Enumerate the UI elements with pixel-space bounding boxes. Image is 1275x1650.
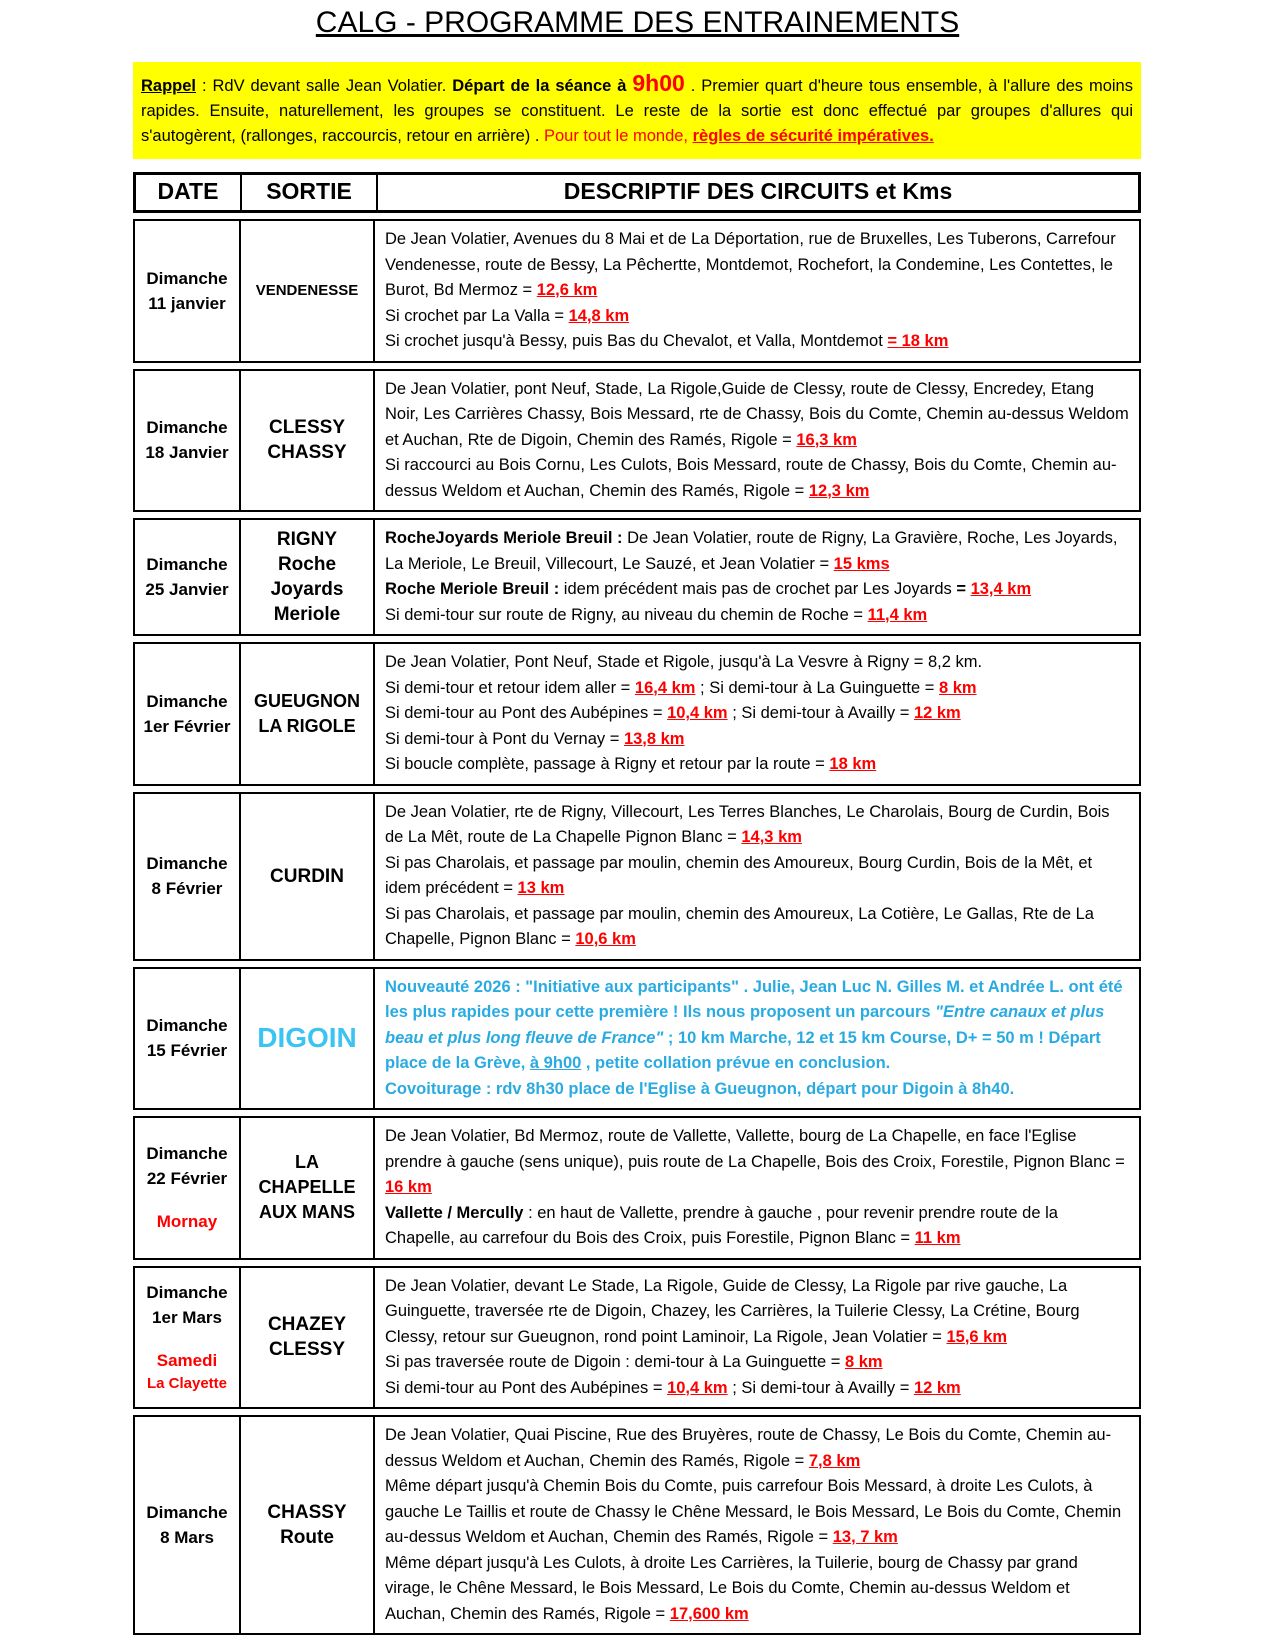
circuit-line [385, 800, 1129, 851]
circuit-text-segment: De Jean Volatier, pont Neuf, Stade, La Rigole,Guide de Clessy, route de Clessy, Encredey, Etang Noir, Les Carrières Chassy, Bois Messard, rte de Chassy, Bois du Comte, Chemin au-dessus Weldom et Auchan, Rte de Digoin, Chemin des Ramés, Rigole = [385, 379, 1129, 449]
date-line: 11 janvier [148, 293, 226, 313]
date-cell [135, 1417, 239, 1633]
notice-text-segment: 9h00 [632, 70, 685, 96]
circuit-text-segment: 11 km [914, 1229, 961, 1247]
circuit-line [385, 577, 1129, 603]
circuit-text-segment: Si demi-tour au Pont des Aubépines = [385, 1378, 668, 1397]
circuit-text-segment: Si demi-tour au Pont des Aubépines = [385, 704, 668, 722]
circuit-text-segment: 12,6 km [536, 281, 598, 299]
circuit-line [385, 453, 1129, 504]
sortie-cell [239, 794, 375, 959]
date-cell [135, 371, 239, 511]
circuit-text-segment: De Jean Volatier, devant Le Stade, La Rigole, Guide de Clessy, La Rigole par rive gauche, La Guinguette, traversée rte de Digoin, Chazey, les Carrières, la Tuilerie Clessy, La Crétine, Bourg Clessy, retour sur Gueugnon, rond point Laminoir, La Rigole, Jean Volatier = [385, 1276, 1080, 1346]
page-title: CALG - PROGRAMME DES ENTRAINEMENTS [315, 6, 960, 39]
circuit-description-cell [375, 644, 1139, 784]
circuit-line [385, 1201, 1129, 1252]
circuit-line [385, 1350, 1129, 1376]
circuit-text-segment: 10,6 km [575, 930, 636, 948]
circuit-description-cell [375, 520, 1139, 634]
circuit-text-segment: Si demi-tour à Pont du Vernay = [385, 729, 624, 748]
table-row [133, 1415, 1141, 1635]
circuit-description-cell [375, 371, 1139, 511]
circuit-text-segment: 16,3 km [796, 430, 857, 449]
circuit-text-segment: 13, 7 km [832, 1528, 898, 1546]
circuit-line [385, 650, 1129, 676]
date-line: Dimanche [146, 1016, 228, 1036]
sortie-line: CLESSY [268, 1339, 346, 1361]
circuit-text-segment: Vallette / Mercully [385, 1203, 524, 1222]
sortie-line: CURDIN [270, 865, 344, 887]
circuit-text-segment: ; Si demi-tour à La Guinguette = [695, 678, 939, 697]
date-line: 1er Mars [152, 1307, 222, 1327]
circuit-text-segment: Si raccourci au Bois Cornu, Les Culots, Bois Messard, route de Chassy, Bois du Comte, Chemin au-dessus Weldom et Auchan, Chemin des Ramés, Rigole = [385, 456, 1117, 500]
circuit-text-segment: Si demi-tour et retour idem aller = [385, 678, 635, 697]
sortie-line: Joyards [270, 579, 344, 600]
table-row [133, 967, 1141, 1111]
reminder-notice [133, 62, 1141, 159]
circuit-text-segment: 10,4 km [667, 1378, 728, 1397]
date-cell [135, 1118, 239, 1258]
date-line: 18 Janvier [145, 443, 229, 463]
circuit-text-segment: = 18 km [887, 332, 949, 350]
circuit-line [385, 603, 1129, 629]
circuit-text-segment: 17,600 km [669, 1604, 749, 1623]
notice-text-segment: . Premier quart d'heure tous ensemble, à l'allure des moins rapides. Ensuite, naturellement, les groupes se constituent. Le reste de la sortie est donc effectué par groupes d'allures qui s'autogèrent, (rallonges, raccourcis, retour en arrière) . [141, 77, 1133, 145]
circuit-text-segment: De Jean Volatier, route de Rigny, La Gravière, Roche, Les Joyards, La Meriole, Le Breuil, Villecourt, Le Sauzé, et Jean Volatier = [385, 529, 1118, 573]
circuit-text-segment: Si crochet par La Valla = [385, 306, 569, 325]
circuit-text-segment: à 9h00 [529, 1054, 582, 1072]
circuit-text-segment: De Jean Volatier, Bd Mermoz, route de Vallette, Vallette, bourg de La Chapelle, en face l'Eglise prendre à gauche (sens unique), puis route de La Chapelle, Bois des Croix, Forestile, Pignon Blanc = [385, 1127, 1125, 1171]
table-row [133, 369, 1141, 513]
date-cell [135, 969, 239, 1109]
circuit-line [385, 1124, 1129, 1201]
circuit-text-segment: 13,4 km [970, 580, 1032, 598]
circuit-description-cell [375, 1118, 1139, 1258]
circuit-description-cell [375, 221, 1139, 361]
circuit-line [385, 1274, 1129, 1351]
notice-text-segment: Rappel [141, 77, 197, 95]
date-line: 8 Mars [160, 1528, 214, 1547]
table-row [133, 518, 1141, 636]
circuit-line [385, 676, 1129, 702]
circuit-text-segment: Si demi-tour sur route de Rigny, au niveau du chemin de Roche = [385, 605, 868, 624]
circuit-text-segment: ; Si demi-tour à Availly = [727, 1378, 914, 1397]
sortie-line: Roche [277, 554, 337, 575]
circuit-text-segment: De Jean Volatier, Avenues du 8 Mai et de La Déportation, rue de Bruxelles, Les Tuberons, Carrefour Vendenesse, route de Bessy, La Pêchertte, Montdemot, Rochefort, la Condemine, Les Contettes, le Burot, Bd Mermoz = [385, 230, 1116, 299]
sortie-line: DIGOIN [257, 1022, 357, 1054]
sortie-line: CHASSY [267, 1502, 347, 1523]
date-line: Dimanche [146, 555, 228, 574]
circuit-text-segment: = [956, 580, 971, 598]
circuit-text-segment: Si pas Charolais, et passage par moulin, chemin des Amoureux, Bourg Curdin, Bois de la Mêt, et idem précédent = [385, 853, 1093, 897]
circuit-line [385, 902, 1129, 953]
circuit-text-segment: 10,4 km [667, 704, 728, 722]
column-header-descriptif: DESCRIPTIF DES CIRCUITS et Kms [376, 175, 1138, 210]
circuit-line [385, 1376, 1129, 1402]
circuit-text-segment: Si boucle complète, passage à Rigny et retour par la route = [385, 755, 830, 773]
sortie-line: VENDENESSE [255, 282, 359, 300]
sortie-line: GUEUGNON [253, 690, 360, 711]
circuit-text-segment: 8 km [844, 1353, 883, 1371]
circuit-text-segment: idem précédent mais pas de crochet par Les Joyards [563, 580, 957, 598]
circuit-line [385, 329, 1129, 355]
notice-text-segment: : RdV devant salle Jean Volatier. [196, 77, 453, 95]
circuit-description-cell [375, 1268, 1139, 1408]
table-row [133, 642, 1141, 786]
circuit-text-segment: "Entre canaux et plus beau et plus long fleuve de France" [385, 1003, 1105, 1047]
circuit-text-segment: De Jean Volatier, rte de Rigny, Villecourt, Les Terres Blanches, Le Charolais, Bourg de Curdin, Bois de La Mêt, route de La Chapelle Pignon Blanc = [385, 802, 1110, 846]
circuit-text-segment: Si pas Charolais, et passage par moulin, chemin des Amoureux, La Cotière, Le Gallas, Rte de La Chapelle, Pignon Blanc = [385, 904, 1094, 948]
circuit-text-segment: 8 km [938, 678, 977, 697]
circuit-text-segment: 7,8 km [808, 1451, 861, 1470]
document-content [133, 62, 1141, 1635]
notice-text-segment: règles de sécurité impératives. [692, 127, 934, 145]
date-line: Dimanche [146, 1282, 228, 1302]
table-row [133, 792, 1141, 961]
date-line: Dimanche [146, 854, 228, 873]
circuit-text-segment: 18 km [829, 755, 877, 773]
circuit-text-segment: RocheJoyards Meriole Breuil : [385, 529, 628, 547]
circuit-line [385, 304, 1129, 330]
sortie-cell [239, 1118, 375, 1258]
circuit-text-segment: 12,3 km [808, 481, 870, 500]
circuit-text-segment: Nouveauté 2026 : "Initiative aux participants" . Julie, Jean Luc N. Gilles M. et Andrée L. ont été les plus rapides pour cette première ! Ils nous proposent un parcours [385, 977, 1123, 1021]
sortie-line: CHASSY [267, 442, 347, 464]
column-header-sortie: SORTIE [240, 175, 376, 210]
circuit-text-segment: , petite collation prévue en conclusion. [581, 1054, 891, 1072]
date-line: Dimanche [146, 1503, 228, 1522]
circuit-line [385, 975, 1129, 1077]
sortie-cell [239, 371, 375, 511]
date-line: 1er Février [143, 716, 231, 736]
date-line: 22 Février [146, 1169, 228, 1189]
schedule-table-body [133, 219, 1141, 1635]
sortie-line: CHAPELLE [258, 1177, 356, 1198]
date-sub-line: Samedi [156, 1350, 218, 1370]
circuit-text-segment: Même départ jusqu'à Les Culots, à droite Les Carrières, la Tuilerie, bourg de Chassy par grand virage, le Chêne Messard, le Bois Messard, Le Bois du Comte, Chemin au-dessus Weldom et Auchan, Chemin des Ramés, Rigole = [385, 1553, 1078, 1623]
circuit-text-segment: 16 km [385, 1178, 432, 1196]
circuit-line [385, 851, 1129, 902]
date-cell [135, 520, 239, 634]
sortie-cell [239, 1417, 375, 1633]
circuit-description-cell [375, 794, 1139, 959]
circuit-description-cell [375, 969, 1139, 1109]
circuit-line [385, 1551, 1129, 1628]
date-sub-label [157, 1209, 217, 1234]
circuit-text-segment: De Jean Volatier, Pont Neuf, Stade et Rigole, jusqu'à La Vesvre à Rigny = 8,2 km. [385, 653, 983, 671]
circuit-text-segment: ; 10 km Marche, 12 et 15 km Course, D+ = 50 m ! Départ place de la Grève, [385, 1028, 1101, 1072]
circuit-text-segment: 13,8 km [623, 729, 685, 748]
notice-text-segment: Pour tout le monde, [544, 127, 693, 145]
sortie-line: CLESSY [268, 417, 346, 439]
circuit-text-segment: 14,8 km [568, 306, 630, 325]
circuit-text-segment: Si crochet jusqu'à Bessy, puis Bas du Chevalot, et Valla, Montdemot [385, 332, 888, 350]
circuit-line [385, 1423, 1129, 1474]
circuit-text-segment: : en haut de Vallette, prendre à gauche , pour revenir prendre route de la Chapelle, au carrefour du Bois des Croix, puis Forestile, Pignon Blanc = [385, 1203, 1058, 1247]
circuit-text-segment: 14,3 km [741, 828, 802, 846]
date-sub-line: Mornay [156, 1212, 218, 1232]
sortie-line: Route [280, 1527, 334, 1548]
sortie-line: CHAZEY [267, 1314, 347, 1336]
table-row [133, 1116, 1141, 1260]
circuit-line [385, 727, 1129, 753]
notice-text-segment: Départ de la séance à [452, 77, 633, 95]
date-line: Dimanche [146, 1144, 228, 1164]
date-sub-line: La Clayette [146, 1374, 228, 1392]
date-cell [135, 1268, 239, 1408]
column-header-date: DATE [157, 178, 219, 204]
circuit-text-segment: Si pas traversée route de Digoin : demi-tour à La Guinguette = [385, 1353, 845, 1371]
date-cell [135, 221, 239, 361]
circuit-line [385, 227, 1129, 304]
sortie-line: Meriole [273, 604, 341, 625]
circuit-text-segment: Même départ jusqu'à Chemin Bois du Comte, puis carrefour Bois Messard, à droite Les Culots, à gauche Le Taillis et route de Chassy le Chêne Messard, le Bois Messard, Le Bois du Comte, Chemin au-dessus Weldom et Auchan, Chemin des Ramés, Rigole = [385, 1477, 1122, 1546]
circuit-text-segment: 16,4 km [634, 678, 696, 697]
circuit-line [385, 752, 1129, 778]
date-sub-label [147, 1348, 227, 1395]
date-line: 8 Février [151, 879, 223, 898]
circuit-text-segment: Covoiturage : rdv 8h30 place de l'Eglise à Gueugnon, départ pour Digoin à 8h40. [385, 1079, 1015, 1098]
date-line: Dimanche [146, 268, 228, 288]
table-header-row [133, 172, 1141, 213]
date-cell [135, 794, 239, 959]
circuit-line [385, 377, 1129, 454]
circuit-line [385, 1077, 1129, 1103]
sortie-cell [239, 221, 375, 361]
sortie-cell [239, 969, 375, 1109]
table-row [133, 1266, 1141, 1410]
table-row [133, 219, 1141, 363]
date-line: Dimanche [146, 418, 228, 438]
circuit-text-segment: 11,4 km [867, 605, 928, 624]
circuit-text-segment: 13 km [517, 879, 565, 897]
sortie-line: RIGNY [276, 529, 338, 550]
date-line: 15 Février [146, 1041, 228, 1061]
circuit-text-segment: 12 km [913, 1378, 961, 1397]
sortie-cell [239, 1268, 375, 1408]
circuit-text-segment: 15,6 km [946, 1327, 1008, 1346]
sortie-line: LA [295, 1152, 319, 1173]
sortie-cell [239, 644, 375, 784]
circuit-line [385, 701, 1129, 727]
circuit-line [385, 1474, 1129, 1551]
circuit-text-segment: De Jean Volatier, Quai Piscine, Rue des Bruyères, route de Chassy, Le Bois du Comte, Chemin au-dessus Weldom et Auchan, Chemin des Ramés, Rigole = [385, 1426, 1112, 1470]
circuit-text-segment: 15 kms [833, 554, 890, 573]
sortie-line: AUX MANS [258, 1202, 355, 1223]
circuit-description-cell [375, 1417, 1139, 1633]
date-line: 25 Janvier [145, 580, 229, 599]
circuit-line [385, 526, 1129, 577]
date-line: Dimanche [146, 691, 228, 711]
date-cell [135, 644, 239, 784]
sortie-line: LA RIGOLE [258, 715, 356, 736]
sortie-cell [239, 520, 375, 634]
circuit-text-segment: Roche Meriole Breuil : [385, 580, 564, 598]
circuit-text-segment: ; Si demi-tour à Availly = [727, 704, 914, 722]
circuit-text-segment: 12 km [913, 704, 961, 722]
